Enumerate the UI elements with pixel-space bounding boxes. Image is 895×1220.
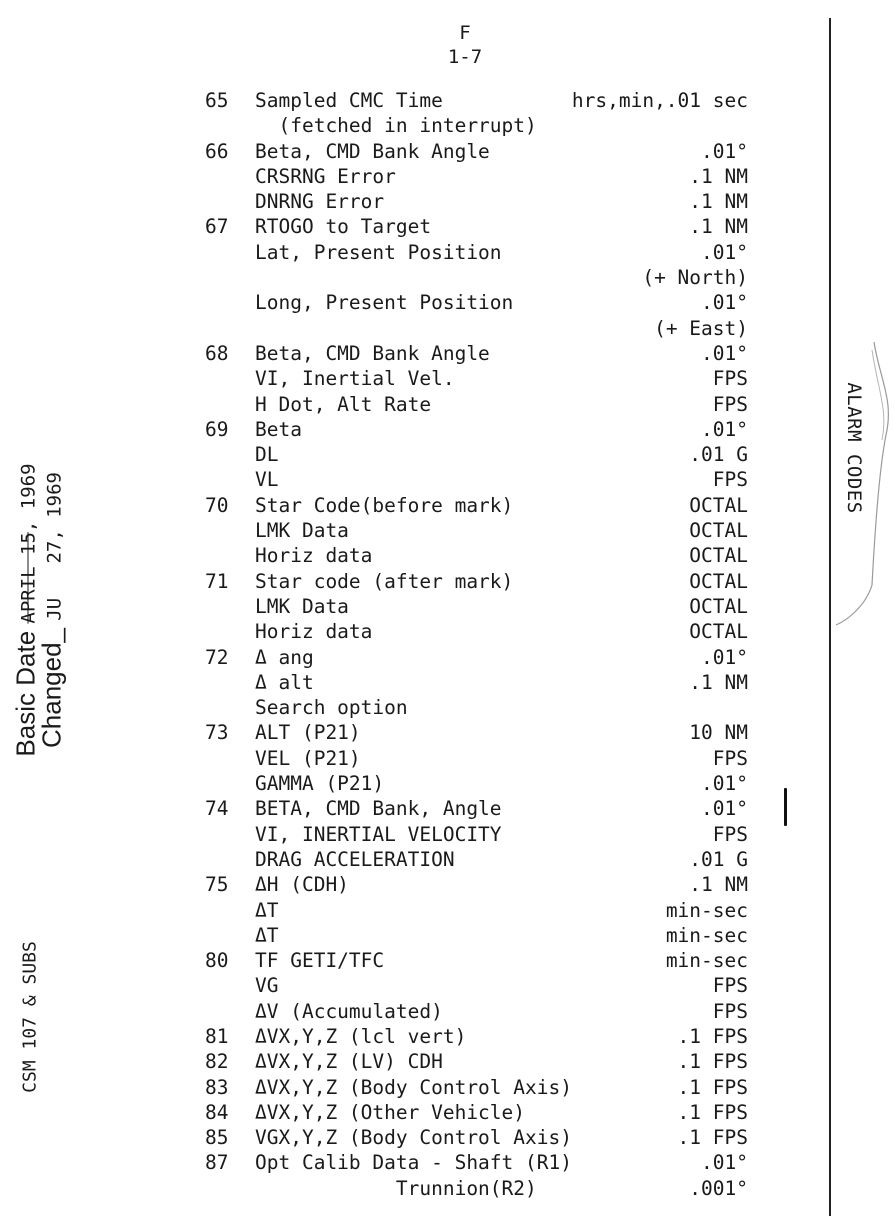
row-description: Star Code(before mark) (255, 493, 514, 517)
table-row (0, 670, 895, 695)
row-unit: min-sec (665, 923, 748, 947)
row-unit: .1 FPS (677, 1050, 748, 1074)
row-description: DL (255, 443, 279, 467)
row-number: 67 (205, 215, 229, 239)
table-row (0, 948, 895, 973)
page-section-letter: F (459, 22, 471, 44)
change-bar (784, 788, 787, 826)
row-unit: .01° (701, 797, 748, 821)
table-row (0, 898, 895, 923)
row-number: 87 (205, 1151, 229, 1175)
row-unit: .01° (701, 240, 748, 264)
table-row (0, 1125, 895, 1150)
row-description: VEL (P21) (255, 746, 361, 770)
row-description: Search option (255, 696, 408, 720)
table-row (0, 822, 895, 847)
row-description: GAMMA (P21) (255, 772, 385, 796)
row-description: ΔT (255, 923, 279, 947)
row-number: 75 (205, 873, 229, 897)
row-description: Sampled CMC Time (255, 89, 443, 112)
row-unit: .01° (701, 341, 748, 365)
row-number: 70 (205, 493, 229, 517)
row-description: Trunnion(R2) (255, 1176, 537, 1200)
row-unit: FPS (712, 974, 748, 998)
row-unit: FPS (712, 999, 748, 1023)
table-row (0, 695, 895, 720)
page-number: 1-7 (447, 46, 483, 68)
basic-date-struck: APRIL 15 (17, 532, 40, 624)
table-row (0, 417, 895, 442)
row-unit: OCTAL (689, 544, 748, 568)
row-number: 66 (205, 139, 229, 163)
row-unit: 10 NM (689, 721, 748, 745)
table-row (0, 619, 895, 644)
table-row (0, 518, 895, 543)
row-unit: FPS (712, 468, 748, 492)
row-description: H Dot, Alt Rate (255, 392, 432, 416)
changed-date (37, 472, 68, 748)
table-row (0, 569, 895, 594)
table-row (0, 973, 895, 998)
row-unit: .1 NM (689, 190, 748, 214)
row-number: 85 (205, 1126, 229, 1150)
table-row (0, 1150, 895, 1175)
table-row (0, 493, 895, 518)
table-row (0, 594, 895, 619)
row-number: 68 (205, 341, 229, 365)
table-row (0, 543, 895, 568)
row-description: ΔT (255, 898, 279, 922)
table-row (0, 88, 895, 113)
row-unit: min-sec (665, 949, 748, 973)
row-unit: (+ East) (654, 316, 748, 340)
table-row (0, 341, 895, 366)
row-description: Beta, CMD Bank Angle (255, 341, 490, 365)
changed-value: JU 27, 1969 (43, 472, 66, 621)
row-unit: .01° (701, 291, 748, 315)
row-unit: .1 FPS (677, 1126, 748, 1150)
row-description: ΔV (Accumulated) (255, 999, 443, 1023)
table-row (0, 872, 895, 897)
row-unit: OCTAL (689, 594, 748, 618)
row-description: BETA, CMD Bank, Angle (255, 797, 502, 821)
row-number: 71 (205, 569, 229, 593)
row-unit: FPS (712, 746, 748, 770)
row-description: ΔVX,Y,Z (lcl vert) (255, 1024, 467, 1048)
row-description: ΔVX,Y,Z (Body Control Axis) (255, 1075, 572, 1099)
table-row (0, 1024, 895, 1049)
table-row (0, 139, 895, 164)
table-row (0, 189, 895, 214)
table-row (0, 366, 895, 391)
csm-label: CSM 107 & SUBS (19, 941, 41, 1093)
row-description: ALT (P21) (255, 721, 361, 745)
table-row (0, 645, 895, 670)
row-unit: FPS (712, 367, 748, 391)
basic-date-year: , 1969 (17, 463, 40, 533)
row-unit: .1 FPS (677, 1100, 748, 1124)
row-number: 74 (205, 797, 229, 821)
row-description: LMK Data (255, 594, 349, 618)
row-unit: OCTAL (689, 569, 748, 593)
row-description: Lat, Present Position (255, 240, 502, 264)
row-unit: .1 FPS (677, 1024, 748, 1048)
row-number: 83 (205, 1075, 229, 1099)
row-description: VGX,Y,Z (Body Control Axis) (255, 1126, 572, 1150)
margin-rule (829, 18, 831, 1216)
row-description: Δ ang (255, 645, 314, 669)
table-row (0, 1075, 895, 1100)
row-unit: .1 NM (689, 873, 748, 897)
row-description: (fetched in interrupt) (255, 114, 537, 138)
row-unit: .01° (701, 417, 748, 441)
row-unit: .01° (701, 772, 748, 796)
row-number: 84 (205, 1100, 229, 1124)
row-description: Opt Calib Data - Shaft (R1) (255, 1151, 572, 1175)
row-description: CRSRNG Error (255, 164, 396, 188)
row-description: ΔVX,Y,Z (LV) CDH (255, 1050, 443, 1074)
table-row (0, 1100, 895, 1125)
row-description: Long, Present Position (255, 291, 514, 315)
row-description: ΔH (CDH) (255, 873, 349, 897)
data-table (0, 88, 895, 1201)
row-description: Horiz data (255, 620, 373, 644)
row-unit: .01° (701, 645, 748, 669)
tab-label: ALARM CODES (843, 382, 865, 514)
table-row (0, 999, 895, 1024)
row-number: 73 (205, 721, 229, 745)
row-description: Δ alt (255, 670, 314, 694)
row-unit: .01 G (689, 847, 748, 871)
row-description: ΔVX,Y,Z (Other Vehicle) (255, 1100, 526, 1124)
row-unit: FPS (712, 822, 748, 846)
row-unit: .01° (701, 139, 748, 163)
row-description: DNRNG Error (255, 190, 385, 214)
row-number: 69 (205, 417, 229, 441)
row-description: RTOGO to Target (255, 215, 432, 239)
row-description: VG (255, 974, 279, 998)
row-unit: .1 NM (689, 164, 748, 188)
row-unit: .01 G (689, 443, 748, 467)
table-row (0, 847, 895, 872)
row-number: 65 (205, 89, 229, 112)
table-row (0, 214, 895, 239)
row-unit: FPS (712, 392, 748, 416)
row-unit: .1 NM (689, 670, 748, 694)
table-row (0, 164, 895, 189)
row-number: 81 (205, 1024, 229, 1048)
row-description: VI, INERTIAL VELOCITY (255, 822, 502, 846)
row-number: 72 (205, 645, 229, 669)
row-description: Star code (after mark) (255, 569, 514, 593)
row-description: Beta, CMD Bank Angle (255, 139, 490, 163)
table-row (0, 720, 895, 745)
table-row (0, 746, 895, 771)
row-unit: hrs,min,.01 sec (571, 89, 748, 112)
table-row (0, 240, 895, 265)
row-unit: (+ North) (642, 266, 748, 290)
basic-date-label: Basic Date (10, 630, 41, 757)
row-description: Horiz data (255, 544, 373, 568)
table-row (0, 796, 895, 821)
table-row (0, 442, 895, 467)
table-row (0, 467, 895, 492)
row-unit: OCTAL (689, 620, 748, 644)
row-unit: .1 FPS (677, 1075, 748, 1099)
table-row (0, 265, 895, 290)
row-unit: .01° (701, 1151, 748, 1175)
row-unit: min-sec (665, 898, 748, 922)
table-row (0, 392, 895, 417)
row-unit: .1 NM (689, 215, 748, 239)
table-row (0, 290, 895, 315)
row-number: 80 (205, 949, 229, 973)
row-description: VL (255, 468, 279, 492)
table-row (0, 1049, 895, 1074)
row-description: DRAG ACCELERATION (255, 847, 455, 871)
row-description: Beta (255, 417, 302, 441)
table-row (0, 316, 895, 341)
table-row (0, 923, 895, 948)
row-description: TF GETI/TFC (255, 949, 385, 973)
table-row (0, 771, 895, 796)
row-unit: .001° (689, 1176, 748, 1200)
changed-label: Changed_ (36, 627, 67, 748)
table-row (0, 113, 895, 138)
row-unit: OCTAL (689, 519, 748, 543)
row-description: LMK Data (255, 519, 349, 543)
row-number: 82 (205, 1050, 229, 1074)
row-unit: OCTAL (689, 493, 748, 517)
table-row (0, 1176, 895, 1201)
row-description: VI, Inertial Vel. (255, 367, 455, 391)
